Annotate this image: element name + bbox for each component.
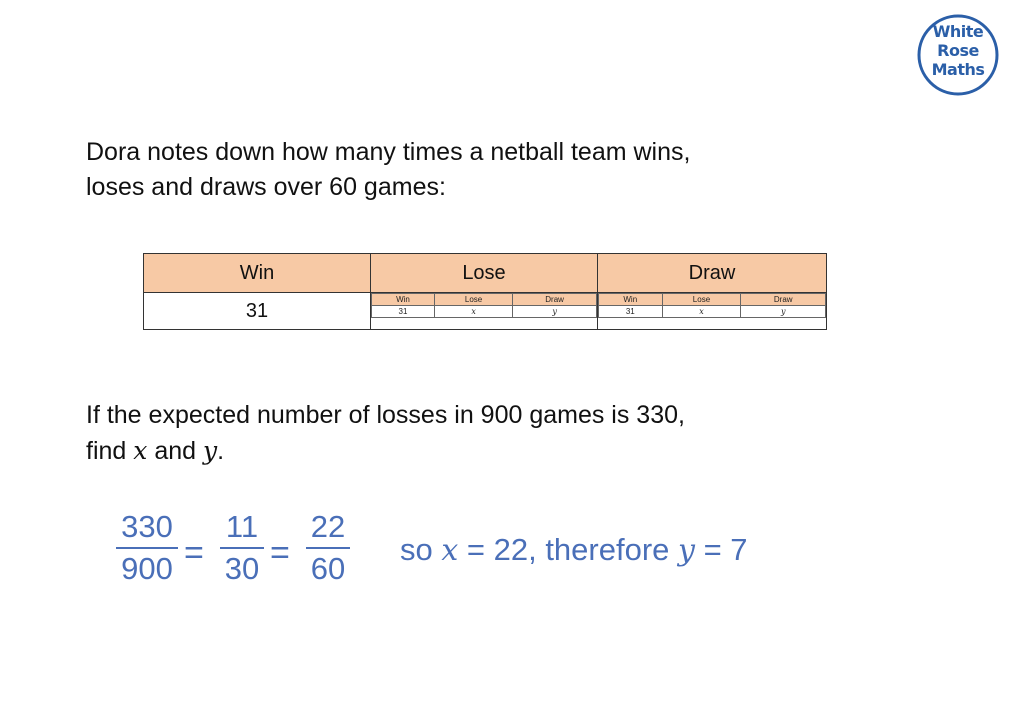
mini-table-draw [598, 293, 826, 318]
results-value-row [144, 293, 827, 330]
mini-value-draw: y [513, 306, 597, 318]
mini-value-win: 31 [372, 306, 435, 318]
fraction-denominator: 30 [224, 551, 260, 586]
variable-y: y [202, 436, 218, 465]
solution-result: = 7 [694, 532, 748, 567]
fraction-denominator: 900 [121, 551, 173, 586]
fraction-22-60 [306, 510, 350, 586]
results-table [143, 253, 827, 330]
solution-therefore: = 22, therefore [458, 532, 679, 567]
equals-sign: = [270, 534, 290, 572]
fraction-11-30 [220, 510, 264, 586]
question-line-2 [86, 433, 846, 469]
results-header-row [144, 254, 827, 293]
mini-table-lose [371, 293, 597, 318]
value-win: 31 [144, 293, 371, 330]
intro-line-1: Dora notes down how many times a netball team wins, [86, 138, 691, 166]
solution-variable-y: y [678, 533, 695, 568]
logo-line-1: White [932, 22, 984, 41]
fraction-numerator: 330 [121, 509, 173, 544]
mini-header-draw: Draw [513, 294, 597, 306]
question-find: find [86, 437, 134, 465]
logo-text [917, 22, 999, 79]
variable-x: x [133, 436, 148, 465]
mini-header-lose: Lose [662, 294, 741, 306]
mini-value-lose: x [662, 306, 741, 318]
mini-value-draw: y [741, 306, 826, 318]
mini-header-draw: Draw [741, 294, 826, 306]
mini-value-lose: x [434, 306, 512, 318]
fraction-bar [306, 547, 350, 549]
solution-statement [400, 532, 748, 568]
question-line-1: If the expected number of losses in 900 games is 330, [86, 401, 685, 429]
equals-sign: = [184, 534, 204, 572]
header-lose: Lose [371, 254, 598, 293]
question-period: . [217, 437, 225, 465]
mini-value-win: 31 [599, 306, 663, 318]
question-and: and [147, 437, 203, 465]
value-lose-cell [371, 293, 598, 330]
fraction-denominator: 60 [310, 551, 346, 586]
logo-line-3: Maths [931, 60, 985, 79]
question-text [86, 398, 846, 469]
fraction-numerator: 11 [225, 509, 259, 544]
fraction-numerator: 22 [310, 509, 346, 544]
header-win: Win [144, 254, 371, 293]
fraction-bar [116, 547, 178, 549]
logo-line-2: Rose [937, 41, 979, 60]
intro-line-2: loses and draws over 60 games: [86, 173, 446, 201]
mini-header-win: Win [372, 294, 435, 306]
header-draw: Draw [598, 254, 827, 293]
intro-text [86, 135, 846, 205]
mini-header-lose: Lose [434, 294, 512, 306]
solution-variable-x: x [441, 533, 459, 568]
value-draw-cell [598, 293, 827, 330]
fraction-330-900 [116, 510, 178, 586]
fraction-bar [220, 547, 264, 549]
mini-header-win: Win [599, 294, 663, 306]
solution-so: so [400, 532, 442, 567]
